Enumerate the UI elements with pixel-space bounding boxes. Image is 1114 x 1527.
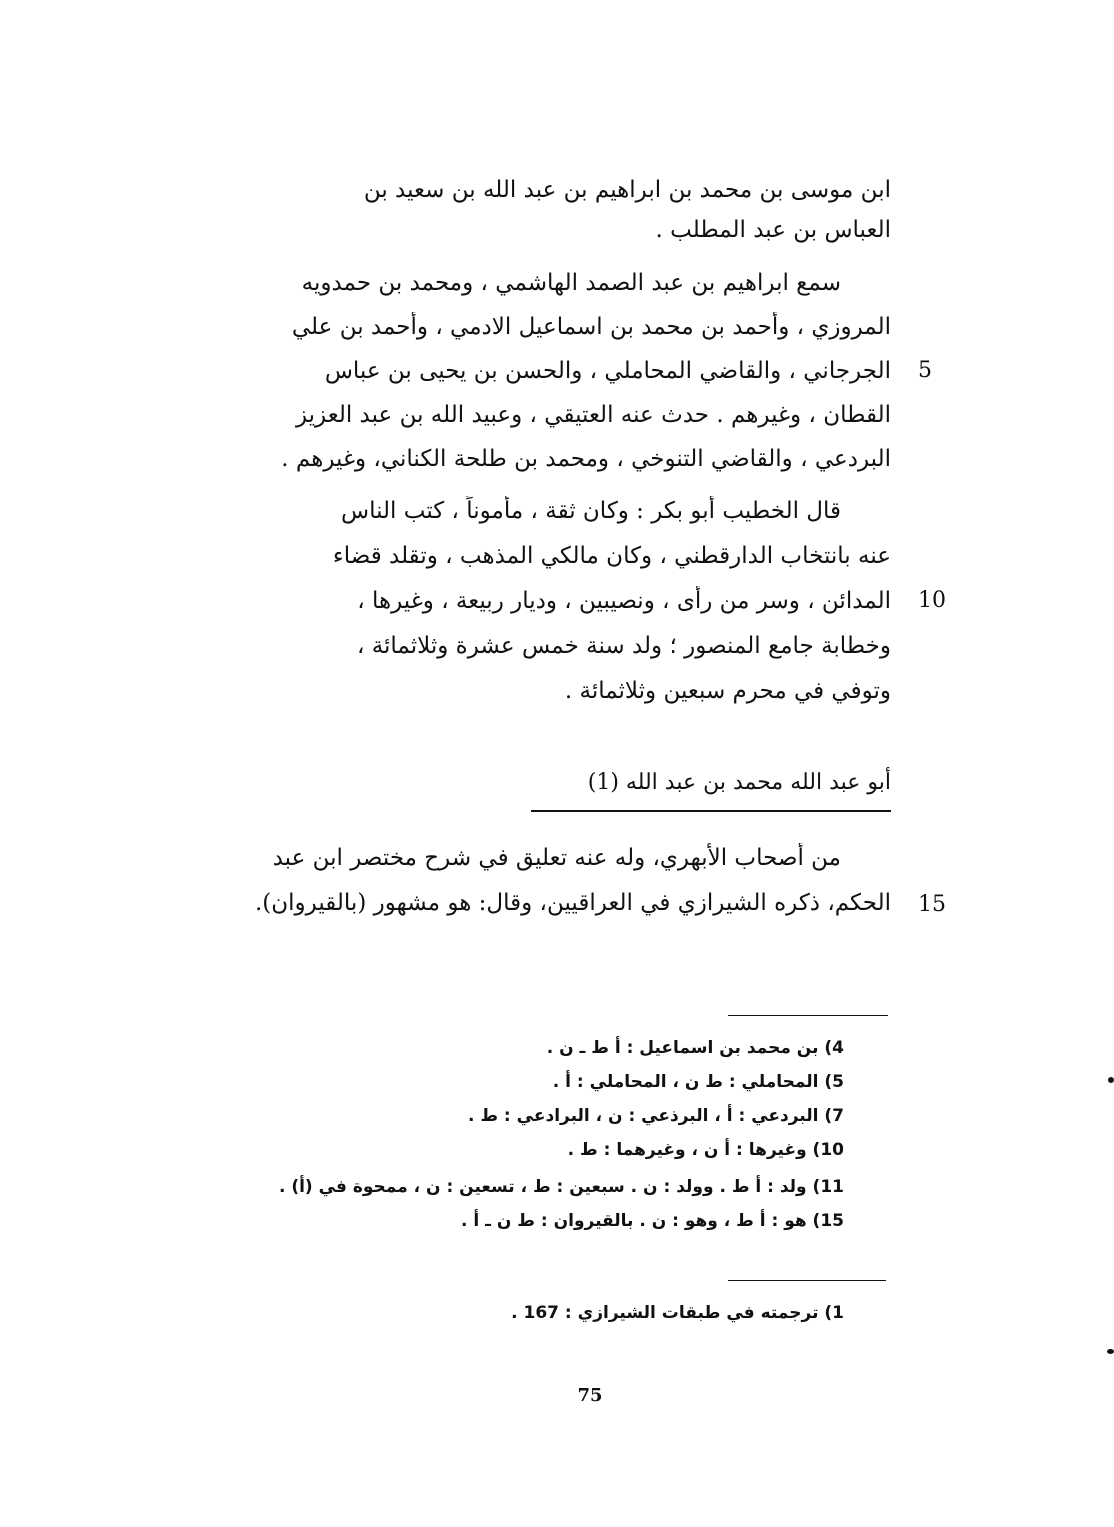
text-line: الحكم، ذكره الشيرازي في العراقيين، وقال: هو مشهور (بالقيروان).: [254, 890, 891, 916]
line-number: 15: [918, 892, 946, 917]
text-line: المروزي ، وأحمد بن محمد بن اسماعيل الادمي ، وأحمد بن علي: [291, 314, 891, 340]
text-line: العباس بن عبد المطلب .: [655, 217, 891, 243]
variants-rule: [728, 1015, 888, 1016]
variant-note: 11) ولد : أ ط . وولد : ن . سبعين : ط ، تسعين : ن ، ممحوة في (أ) .: [278, 1177, 844, 1197]
text-line: البردعي ، والقاضي التنوخي ، ومحمد بن طلحة الكناني، وغيرهم .: [281, 446, 891, 472]
variant-note: 15) هو : أ ط ، وهو : ن . بالقيروان : ط ن ـ أ .: [461, 1211, 844, 1231]
text-line: من أصحاب الأبهري، وله عنه تعليق في شرح مختصر ابن عبد: [272, 845, 841, 871]
text-line: سمع ابراهيم بن عبد الصمد الهاشمي ، ومحمد بن حمدويه: [301, 270, 841, 296]
text-line: ابن موسى بن محمد بن ابراهيم بن عبد الله بن سعيد بن: [363, 177, 891, 203]
scan-mark: [1107, 1349, 1114, 1354]
variant-note: 7) البردعي : أ ، البرذعي : ن ، البرادعي : ط .: [467, 1106, 844, 1126]
heading-underline: [531, 810, 891, 812]
text-line: المدائن ، وسر من رأى ، ونصيبين ، وديار ربيعة ، وغيرها ،: [357, 588, 891, 614]
entry-heading: أبو عبد الله محمد بن عبد الله (1): [587, 770, 891, 795]
footnote: 1) ترجمته في طبقات الشيرازي : 167 .: [511, 1303, 844, 1323]
variant-note: 10) وغيرها : أ ن ، وغيرهما : ط .: [567, 1140, 844, 1160]
page-number: 75: [577, 1385, 603, 1406]
text-line: الجرجاني ، والقاضي المحاملي ، والحسن بن يحيى بن عباس: [324, 358, 891, 384]
text-line: وخطابة جامع المنصور ؛ ولد سنة خمس عشرة وثلاثمائة ،: [356, 633, 891, 659]
text-line: عنه بانتخاب الدارقطني ، وكان مالكي المذهب ، وتقلد قضاء: [332, 543, 891, 569]
line-number: 5: [918, 358, 932, 383]
text-line: وتوفي في محرم سبعين وثلاثمائة .: [564, 678, 891, 704]
variant-note: 5) المحاملي : ط ن ، المحاملي : أ .: [552, 1072, 844, 1092]
text-line: القطان ، وغيرهم . حدث عنه العتيقي ، وعبيد الله بن عبد العزيز: [295, 402, 891, 428]
line-number: 10: [918, 588, 946, 613]
scan-mark: [1108, 1077, 1114, 1083]
text-line: قال الخطيب أبو بكر : وكان ثقة ، مأموناً ، كتب الناس: [341, 498, 841, 524]
variant-note: 4) بن محمد بن اسماعيل : أ ط ـ ن .: [546, 1038, 844, 1058]
footnotes-rule: [728, 1280, 886, 1281]
